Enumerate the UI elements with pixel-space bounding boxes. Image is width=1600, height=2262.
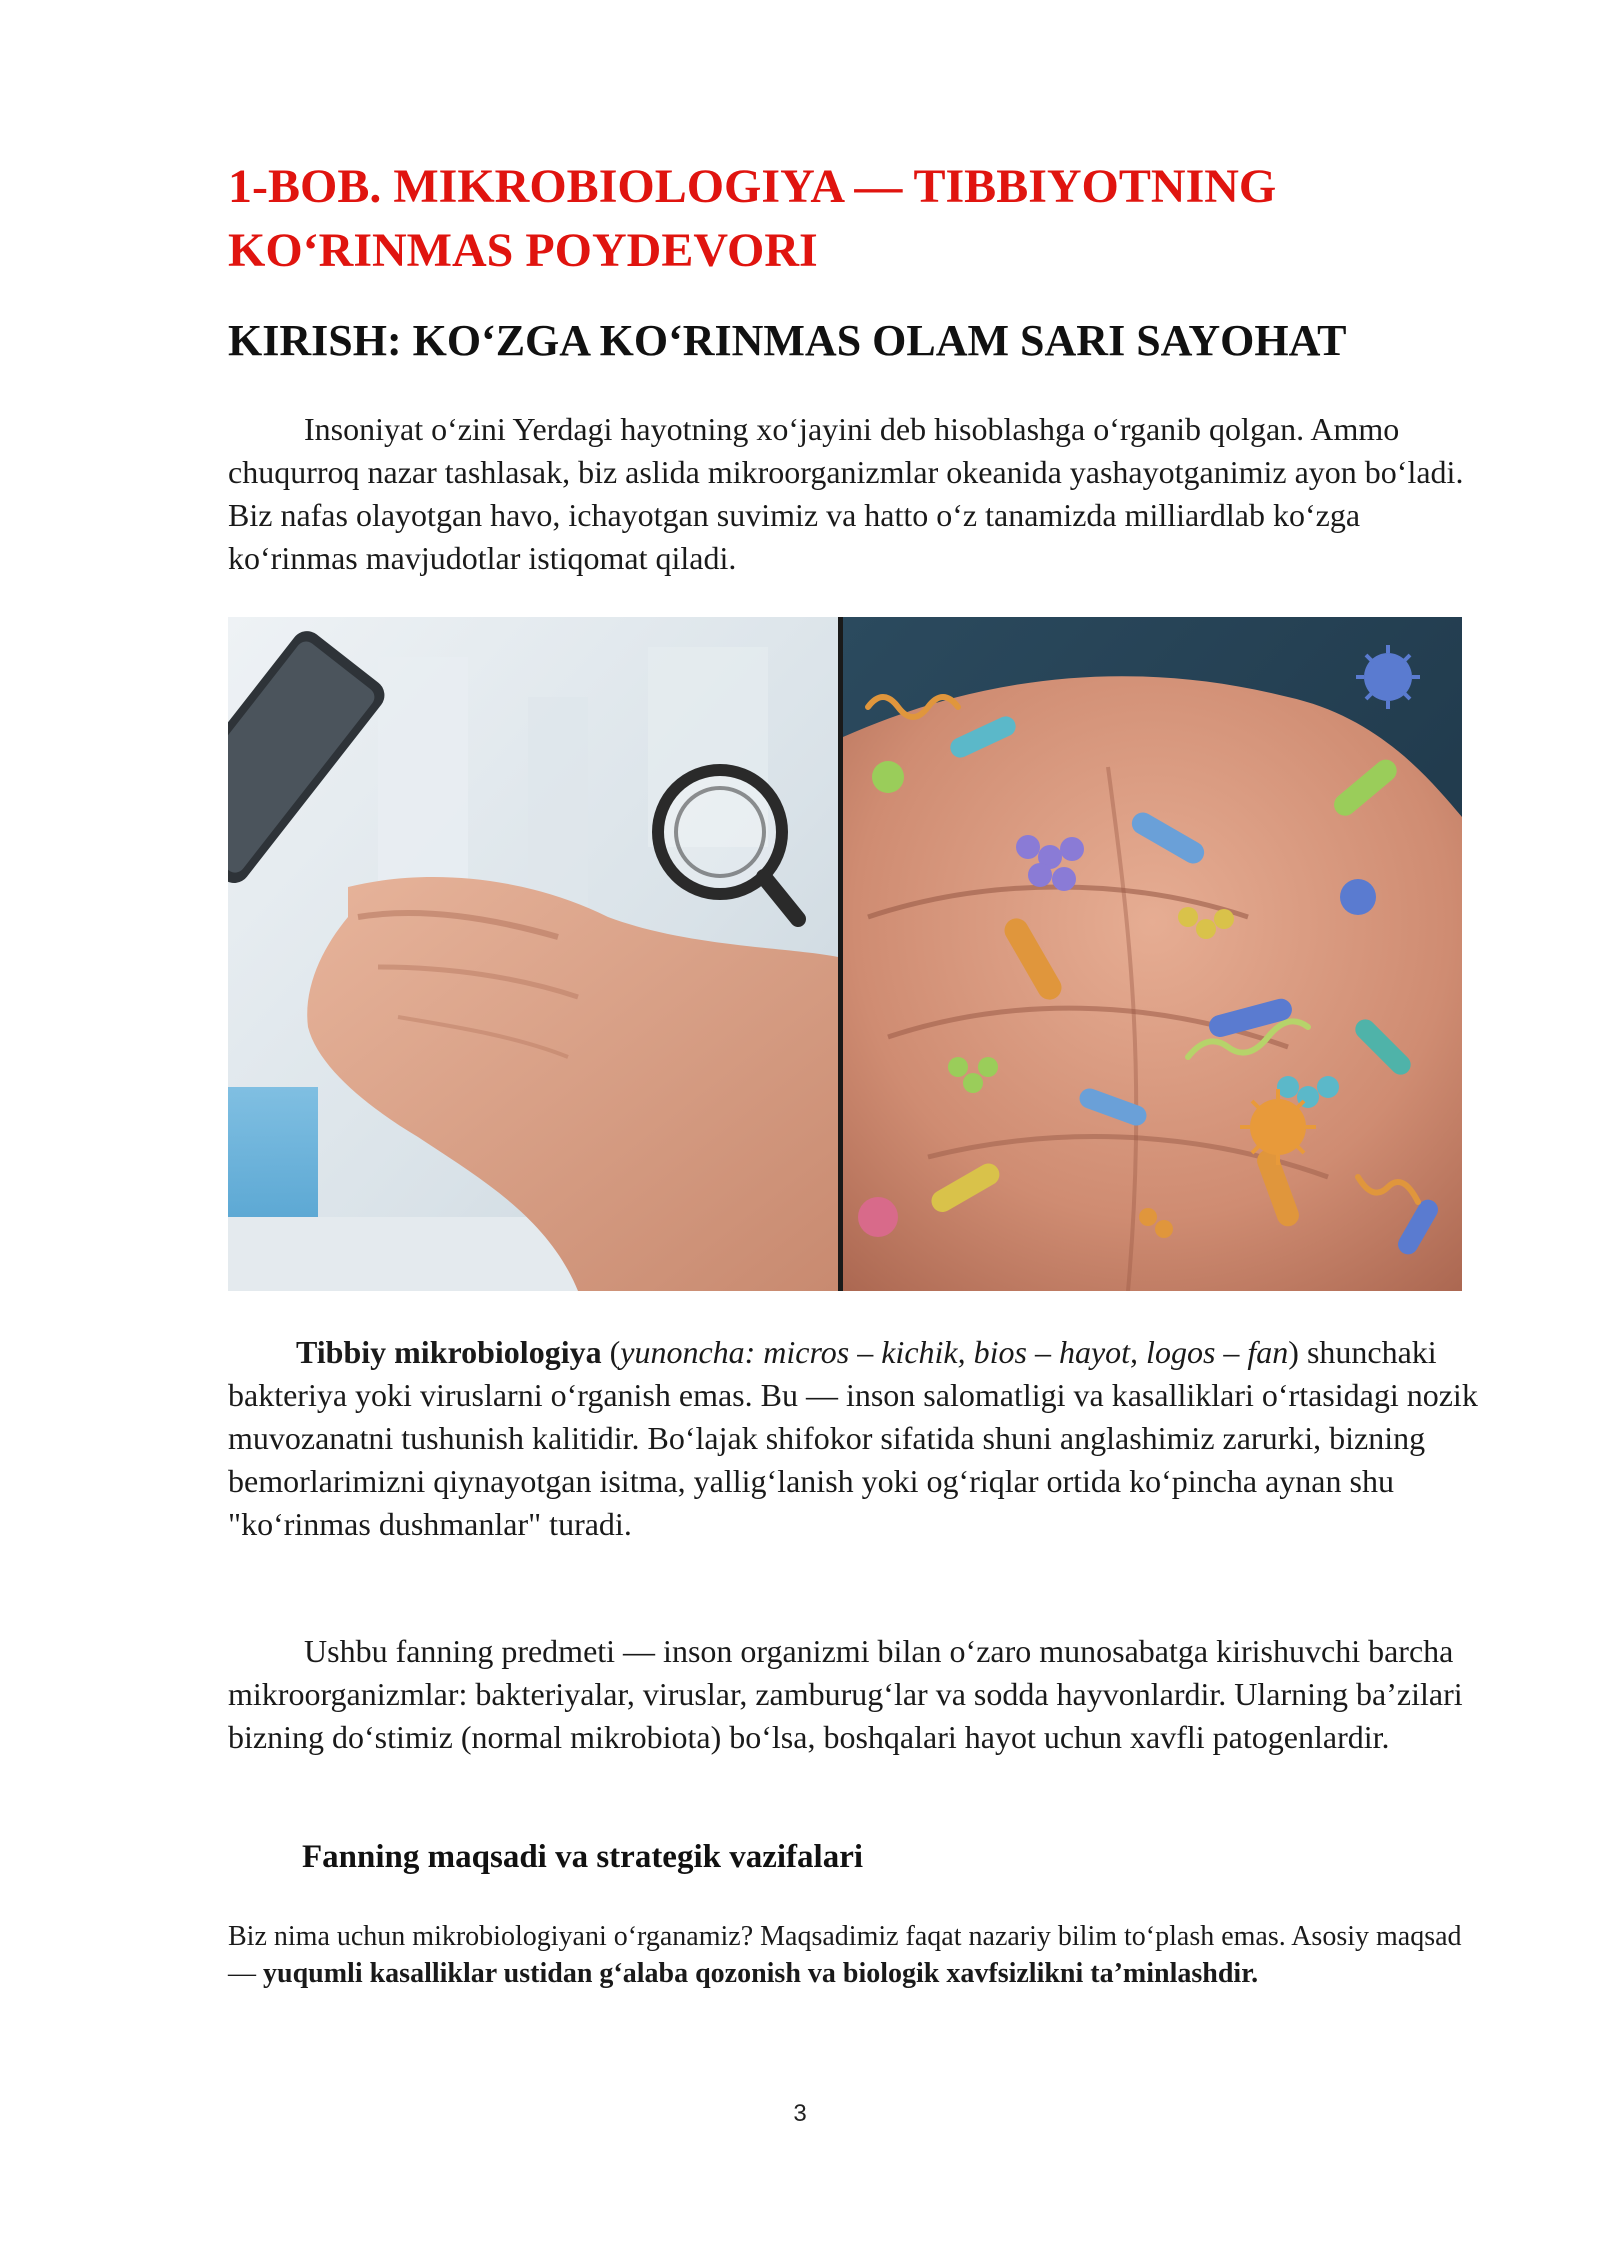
intro-paragraph: Insoniyat o‘zini Yerdagi hayotning xo‘jayini deb hisoblashga o‘rganib qolgan. Ammo chuqurroq nazar tashlasak, biz aslida mikroorganizmlar okeanida yashayotganimiz ayon bo‘ladi. Biz nafas olayotgan havo, ichayotgan suvimiz va hatto o‘z tanamizda milliardlab ko‘zga ko‘rinmas mavjudotlar istiqomat qiladi. [228,411,1464,576]
term-medical-microbiology: Tibbiy mikrobiologiya [296,1334,602,1370]
goals-subheading: Fanning maqsadi va strategik vazifalari [302,1839,864,1875]
definition-paragraph [228,1331,1493,1546]
paren-open: ( [601,1334,621,1370]
panel-divider [838,617,843,1291]
section-title: KIRISH: KO‘ZGA KO‘RINMAS OLAM SARI SAYOHAT [228,316,1347,365]
goals-main-statement: yuqumli kasalliklar ustidan g‘alaba qozonish va biologik xavfsizlikni ta’minlashdir. [263,1958,1259,1989]
illustration-svg [228,617,1462,1291]
right-panel-microbes-on-skin [843,617,1462,1291]
page-number: 3 [793,2100,807,2127]
goals-paragraph [228,1918,1493,1992]
goals-intro-text: Biz nima uchun mikrobiologiyani o‘rganamiz? Maqsadimiz faqat nazariy bilim to‘plash emas. Asosiy maqsad — [228,1921,1462,1989]
chapter-title: 1-BOB. MIKROBIOLOGIYA — TIBBIYOTNING KO‘RINMAS POYDEVORI [228,160,1277,277]
chapter-illustration [228,617,1462,1291]
definition-text: shunchaki bakteriya yoki viruslarni o‘rganish emas. Bu — inson salomatligi va kasalliklari o‘rtasidagi nozik muvozanatni tushunish kalitidir. Bo‘lajak shifokor sifatida shuni anglashimiz zarurki, bizning bemorlarimizni qiynayotgan isitma, yallig‘lanish yoki og‘riqlar ortida ko‘pincha aynan shu "ko‘rinmas dushmanlar" turadi. [228,1334,1478,1542]
left-panel-hand-with-phone [228,617,838,1291]
paren-close: ) [1288,1334,1299,1370]
subject-paragraph: Ushbu fanning predmeti — inson organizmi bilan o‘zaro munosabatga kirishuvchi barcha mikroorganizmlar: bakteriyalar, viruslar, zamburug‘lar va sodda hayvonlardir. Ularning ba’zilari bizning do‘stimiz (normal mikrobiota) bo‘lsa, boshqalari hayot uchun xavfli patogenlardir. [228,1633,1463,1755]
etymology-note: yunoncha: micros – kichik, bios – hayot, logos – fan [620,1334,1289,1370]
